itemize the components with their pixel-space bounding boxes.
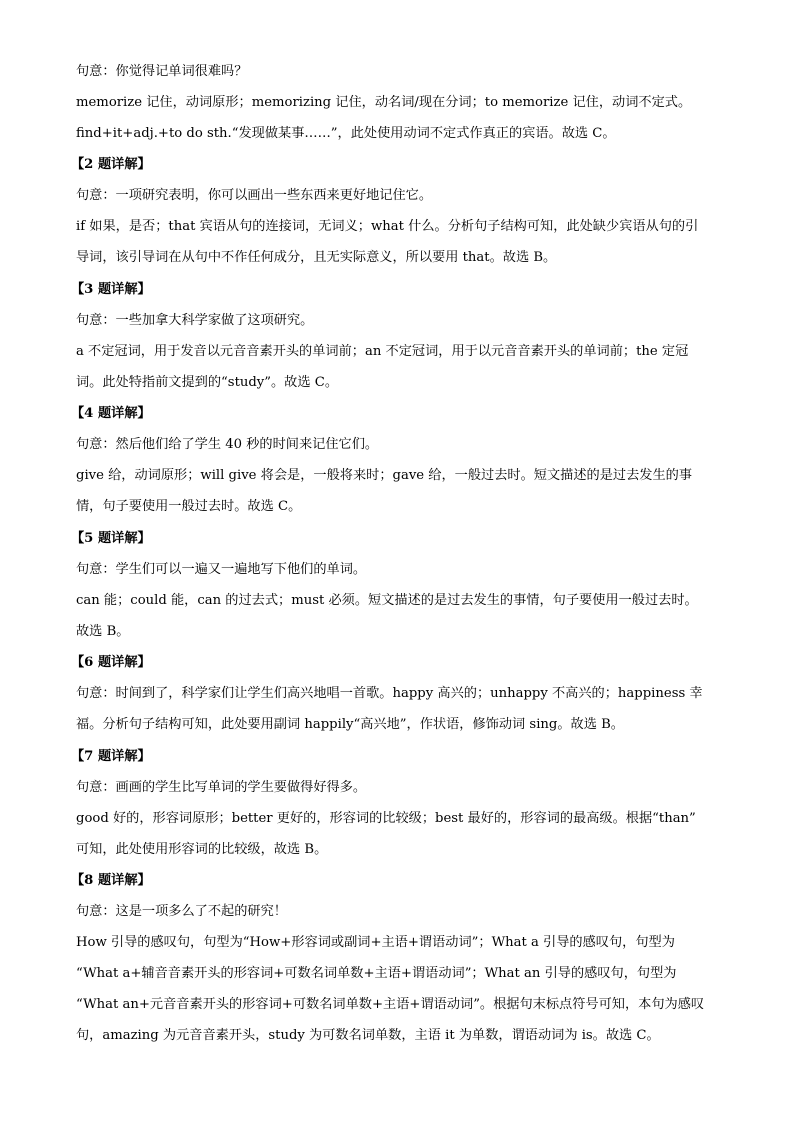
question-8-analysis: How 引导的感叹句，句型为“How+形容词或副词+主语+谓语动词”；What a 引导的感叹句，句型为 — [76, 935, 675, 950]
explanation-line-1-meaning: 句意：你觉得记单词很难吗？ — [76, 64, 248, 79]
question-8-analysis-cont-3: 句，amazing 为元音音素开头，study 为可数名词单数，主语 it 为单数，谓语动词为 is。故选 C。 — [76, 1028, 660, 1043]
question-8-analysis-cont-2: “What an+元音音素开头的形容词+可数名词单数+主语+谓语动词”。根据句末标点符号可知，本句为感叹 — [76, 997, 705, 1012]
question-5-heading: 【5 题详解】 — [71, 531, 151, 546]
question-2-meaning: 句意：一项研究表明，你可以画出一些东西来更好地记住它。 — [76, 188, 433, 203]
question-6-meaning: 句意：时间到了，科学家们让学生们高兴地唱一首歌。happy 高兴的；unhappy 不高兴的；happiness 幸 — [76, 686, 703, 701]
question-4-analysis-cont: 情，句子要使用一般过去时。故选 C。 — [76, 499, 302, 514]
question-6-heading: 【6 题详解】 — [71, 655, 151, 670]
question-7-meaning: 句意：画画的学生比写单词的学生要做得好得多。 — [76, 780, 367, 795]
question-2-analysis-cont: 导词，该引导词在从句中不作任何成分，且无实际意义，所以要用 that。故选 B。 — [76, 250, 557, 265]
question-6-analysis: 福。分析句子结构可知，此处要用副词 happily“高兴地”，作状语，修饰动词 sing。故选 B。 — [76, 717, 624, 732]
question-3-meaning: 句意：一些加拿大科学家做了这项研究。 — [76, 313, 314, 328]
question-5-analysis: can 能；could 能，can 的过去式；must 必须。短文描述的是过去发生的事情，句子要使用一般过去时。 — [76, 593, 698, 608]
question-5-meaning: 句意：学生们可以一遍又一遍地写下他们的单词。 — [76, 562, 367, 577]
explanation-line-1-answer: find+it+adj.+to do sth.“发现做某事……”，此处使用动词不定式作真正的宾语。故选 C。 — [76, 126, 616, 141]
question-4-heading: 【4 题详解】 — [71, 406, 151, 421]
question-7-heading: 【7 题详解】 — [71, 749, 151, 764]
question-8-meaning: 句意：这是一项多么了不起的研究！ — [76, 904, 287, 919]
question-7-analysis-cont: 可知，此处使用形容词的比较级，故选 B。 — [76, 842, 328, 857]
question-2-analysis: if 如果，是否；that 宾语从句的连接词，无词义；what 什么。分析句子结构可知，此处缺少宾语从句的引 — [76, 219, 699, 234]
question-5-answer: 故选 B。 — [76, 624, 130, 639]
question-3-analysis-cont: 词。此处特指前文提到的“study”。故选 C。 — [76, 375, 339, 390]
explanation-line-1-analysis: memorize 记住，动词原形；memorizing 记住，动名词/现在分词；to memorize 记住，动词不定式。 — [76, 95, 692, 110]
question-4-meaning: 句意：然后他们给了学生 40 秒的时间来记住它们。 — [76, 437, 379, 452]
question-4-analysis: give 给，动词原形；will give 将会是，一般将来时；gave 给，一般过去时。短文描述的是过去发生的事 — [76, 468, 693, 483]
question-3-heading: 【3 题详解】 — [71, 282, 151, 297]
question-3-analysis: a 不定冠词，用于发音以元音音素开头的单词前；an 不定冠词，用于以元音音素开头的单词前；the 定冠 — [76, 344, 689, 359]
question-2-heading: 【2 题详解】 — [71, 157, 151, 172]
question-8-heading: 【8 题详解】 — [71, 873, 151, 888]
question-7-analysis: good 好的，形容词原形；better 更好的，形容词的比较级；best 最好的，形容词的最高级。根据“than” — [76, 811, 696, 826]
question-8-analysis-cont-1: “What a+辅音音素开头的形容词+可数名词单数+主语+谓语动词”；What an 引导的感叹句，句型为 — [76, 966, 677, 981]
